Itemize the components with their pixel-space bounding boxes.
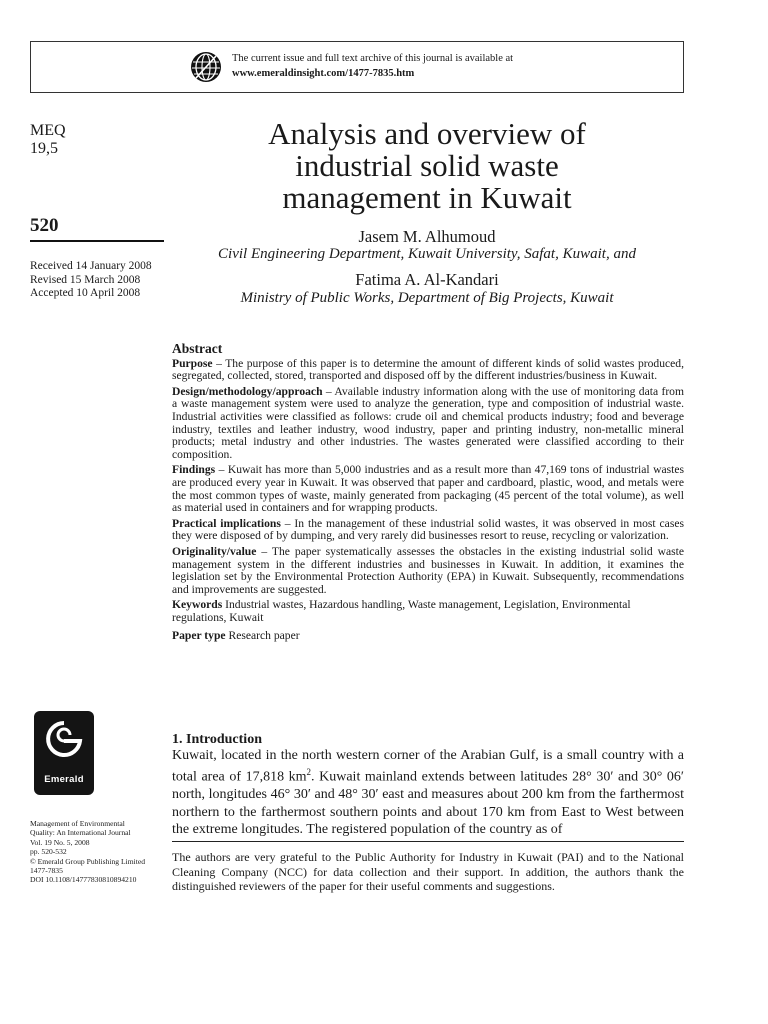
title-line: Analysis and overview of (268, 116, 586, 151)
keywords-label: Keywords (172, 598, 223, 612)
abstract-practical (172, 518, 684, 543)
received-date: Received 14 January 2008 (30, 260, 152, 272)
paper-title (190, 118, 664, 214)
practical-label: Practical implications (172, 516, 281, 530)
originality-text: – The paper systematically assesses the obstacles in the existing industrial solid waste management system in the different industries and businesses in Kuwait. In addition, it examines the legislation set by the Environmental Protection Authority (EPA) in Kuwait. Subsequently, recommendations and improvements are suggested. (172, 544, 684, 596)
journal-info-line: pp. 520-532 (30, 847, 67, 857)
journal-info-block (30, 819, 145, 885)
intro-text-part: . Kuwait mainland extends between latitudes 28° 30′ and 30° 06′ north, longitudes 46° 30′ and 48° 30′ east and measures about 200 km from the farthermost northern to the farthermost southern points and about 170 km from East to West between the extreme longitudes. The registered population of the country as of (172, 770, 684, 838)
journal-info-line: 1477-7835 (30, 866, 63, 876)
footnote-rule (172, 841, 684, 842)
page-number: 520 (30, 215, 59, 236)
page-number-rule (30, 240, 164, 242)
purpose-text: – The purpose of this paper is to determine the amount of different kinds of solid wastes produced, segregated, collected, stored, transported and disposed off by the different industries/business in Kuwait. (172, 356, 684, 383)
globe-icon (190, 51, 222, 83)
area-unit-superscript: 2 (306, 767, 312, 778)
journal-info-line: © Emerald Group Publishing Limited (30, 856, 146, 866)
purpose-label: Purpose (172, 356, 213, 370)
acknowledgement-footnote: The authors are very grateful to the Public Authority for Industry in Kuwait (PAI) and to the National Cleaning Company (NCC) for data collection and their support. In addition, the authors thank the distinguished reviewers of the paper for their useful comments and suggestions. (172, 850, 684, 894)
author-name: Fatima A. Al-Kandari (355, 270, 499, 289)
journal-info-line: DOI 10.1108/14777830810894210 (30, 875, 137, 885)
emerald-logo-text: Emerald (44, 774, 84, 785)
journal-info-line: Management of Environmental (30, 819, 125, 828)
intro-text-part: Kuwait, located in the north western corner of the Arabian Gulf, is a small country with a total area of 17,818 km (172, 748, 684, 786)
introduction-heading: 1. Introduction (172, 732, 262, 747)
findings-label: Findings (172, 463, 216, 477)
abstract-purpose (172, 358, 684, 383)
originality-label: Originality/value (172, 544, 257, 558)
journal-volume: 19,5 (30, 140, 58, 157)
abstract-design (172, 386, 684, 462)
journal-info-line: Quality: An International Journal (30, 828, 131, 838)
paper-type-text: Research paper (225, 629, 300, 643)
abstract-section (172, 343, 684, 646)
abstract-keywords (172, 599, 684, 624)
title-line: management in Kuwait (282, 180, 572, 215)
archive-notice: The current issue and full text archive of this journal is available at (232, 53, 514, 64)
author-affiliation: Ministry of Public Works, Department of Big Projects, Kuwait (240, 290, 614, 306)
paper-type-label: Paper type (172, 629, 226, 643)
revised-date: Revised 15 March 2008 (30, 273, 141, 286)
journal-info-line: Vol. 19 No. 5, 2008 (30, 837, 90, 847)
design-label: Design/methodology/approach (172, 384, 323, 398)
submission-dates (30, 260, 152, 301)
introduction-body (172, 747, 684, 839)
journal-citation (30, 122, 66, 158)
journal-code: MEQ (30, 122, 66, 139)
author-affiliation: Civil Engineering Department, Kuwait University, Safat, Kuwait, and (218, 246, 636, 262)
abstract-heading: Abstract (172, 341, 223, 356)
abstract-findings (172, 464, 684, 514)
abstract-originality (172, 546, 684, 596)
findings-text: – Kuwait has more than 5,000 industries and as a result more than 47,169 tons of industrial wastes are produced every year in Kuwait. It was observed that paper and cardboard, plastic, wood, and metals were the most common types of waste, mainly generated from packaging (45 percent of the total volume), as well as material used in containers and for wrapping products. (172, 463, 684, 515)
author-name: Jasem M. Alhumoud (358, 227, 496, 246)
emerald-e-icon (34, 711, 94, 775)
keywords-text: Industrial wastes, Hazardous handling, Waste management, Legislation, Environmental regulations, Kuwait (172, 598, 631, 624)
journal-url-link[interactable]: www.emeraldinsight.com/1477-7835.htm (232, 68, 415, 79)
practical-text: – In the management of these industrial solid wastes, it was observed in most cases they were disposed of by dumping, and very rarely did businesses resort to reuse, recycling or valorization. (172, 516, 684, 543)
design-text: – Available industry information along with the use of monitoring data from a waste management system were used to analyze the generation, type and composition of industrial waste. Industrial activities were classified as follows: crude oil and chemical products industry; food and beverage industry, textiles and leather industry, wood industry, paper and printing industry, non-metallic mineral products; metal industry and other industries. The wastes generated were classified according to their composition. (172, 384, 684, 461)
title-line: industrial solid waste (295, 148, 559, 183)
accepted-date: Accepted 10 April 2008 (30, 287, 141, 299)
introduction-paragraph (172, 747, 684, 839)
abstract-paper-type (172, 630, 684, 643)
